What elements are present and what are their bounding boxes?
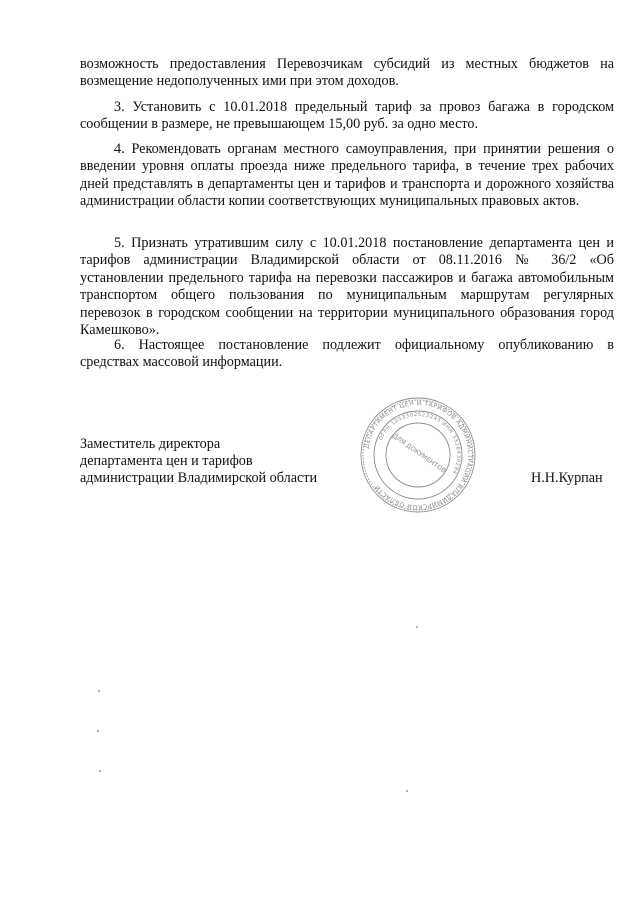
signatory-name: Н.Н.Курпан [531,470,603,486]
paragraph-item-6: 6. Настоящее постановление подлежит официальному опубликованию в средствах массовой информации. [80,337,614,371]
official-stamp [358,395,478,515]
signatory-position-line-3: администрации Владимирской области [80,470,318,486]
paragraph-continuation: возможность предоставления Перевозчикам субсидий из местных бюджетов на возмещение недополученных ими при этом доходов. [80,56,614,90]
stamp-inner-text: ОГРН 1053302523245 ИНН 3328430294 [378,411,462,476]
stamp-center-text: ДЛЯ ДОКУМЕНТОВ [390,431,448,475]
scan-speck [416,626,418,628]
signatory-position-line-2: департамента цен и тарифов [80,453,253,469]
paragraph-item-4: 4. Рекомендовать органам местного самоуправления, при принятии решения о введении уровня оплаты проезда ниже предельного тарифа, в течение трех рабочих дней представлять в департаменты цен и тарифов и транспорта и дорожного хозяйства администрации области копии соответствующих муниципальных правовых актов. [80,141,614,210]
stamp-outer-text: ДЕПАРТАМЕНТ ЦЕН И ТАРИФОВ АДМИНИСТРАЦИИ ВЛАДИМИРСКОЙ ОБЛАСТИ [363,399,474,511]
paragraph-item-5: 5. Признать утратившим силу с 10.01.2018 постановление департамента цен и тарифов администрации Владимирской области от 08.11.2016 № 36/2 «Об установлении предельного тарифа на перевозки пассажиров и багажа автомобильным транспортом общего пользования по муниципальным маршрутам регулярных перевозок в городском сообщении на территории муниципального образования город Камешково». [80,235,614,339]
scan-speck [99,770,101,772]
paragraph-item-3: 3. Установить с 10.01.2018 предельный тариф за провоз багажа в городском сообщении в размере, не превышающем 15,00 руб. за одно место. [80,99,614,133]
scan-speck [406,790,408,792]
signatory-position-line-1: Заместитель директора [80,436,221,452]
scan-speck [98,690,100,692]
scan-speck [97,730,99,732]
